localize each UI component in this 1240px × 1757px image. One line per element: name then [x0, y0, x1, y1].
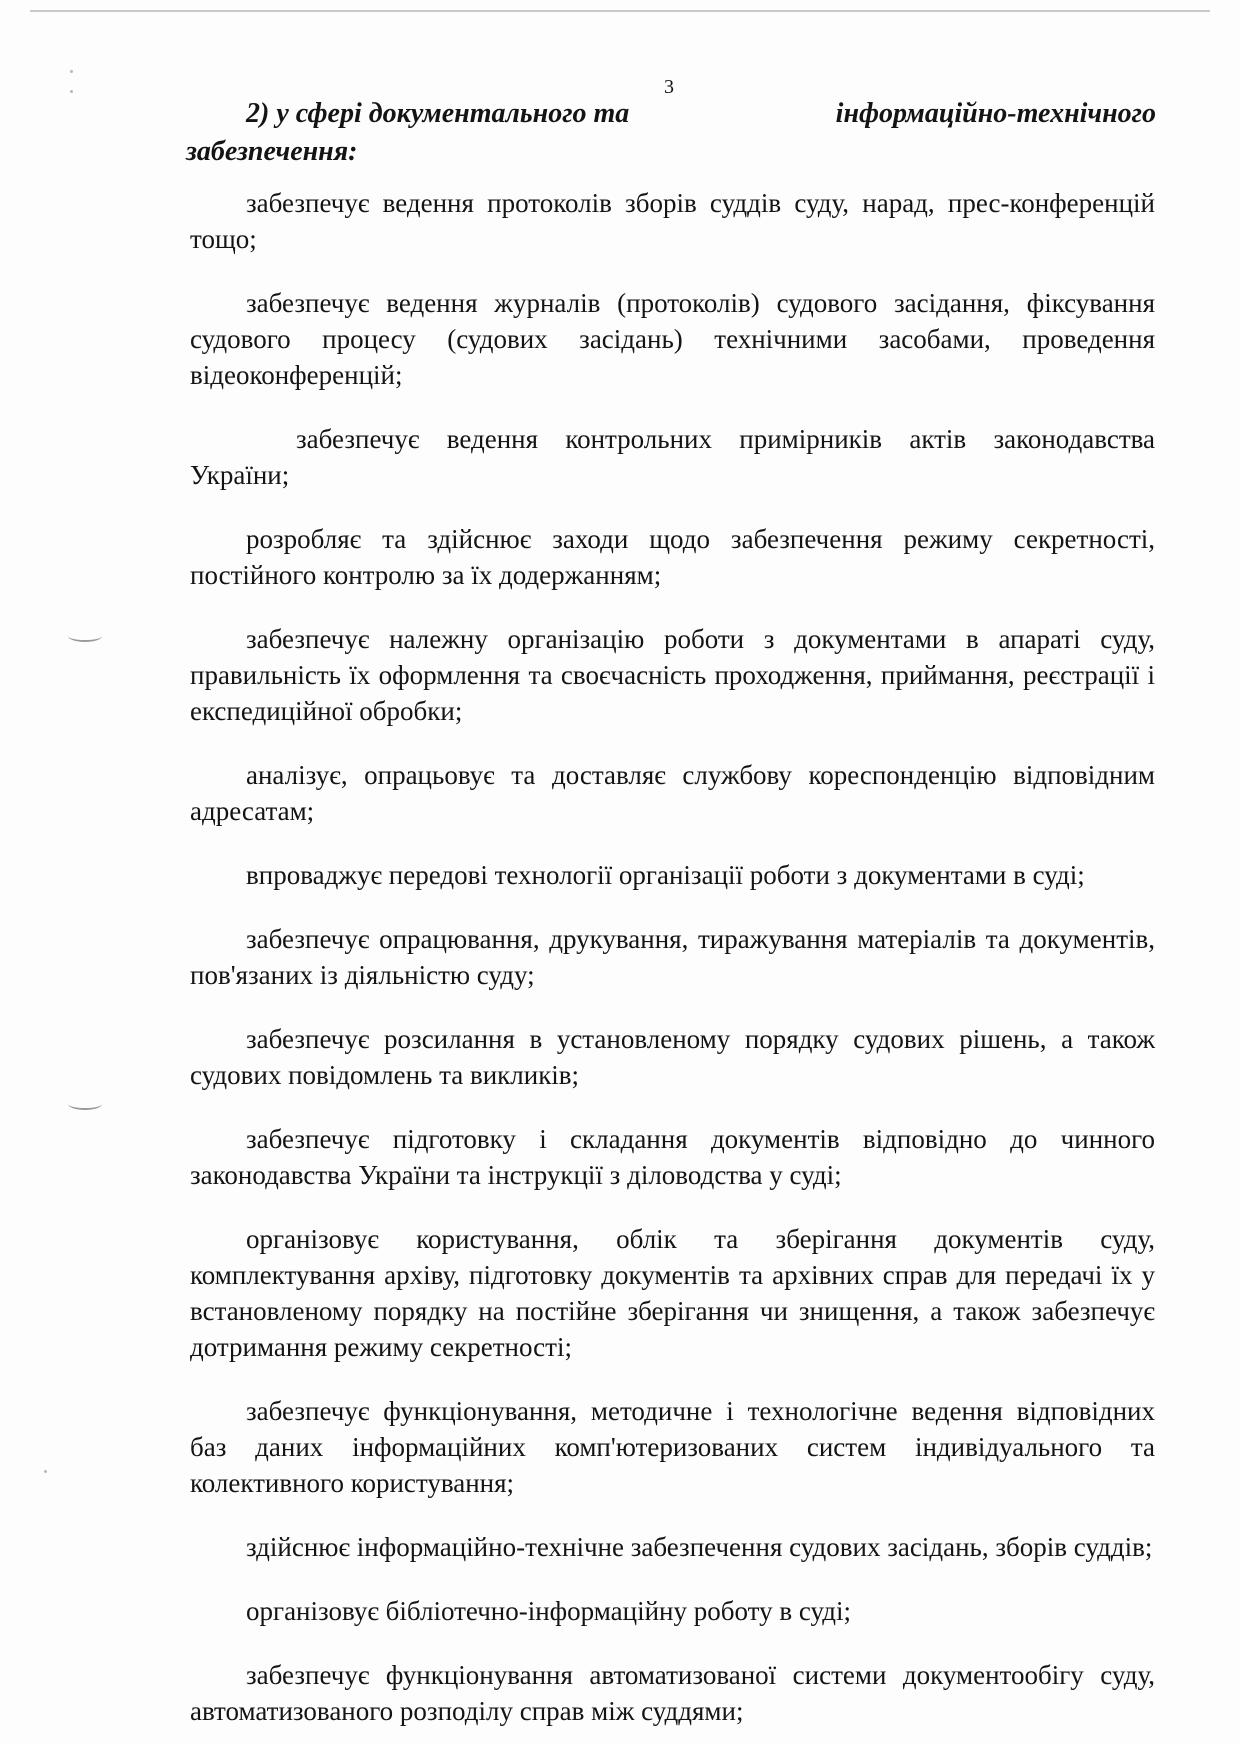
- duty-item: забезпечує підготовку і складання документів відповідно до чинного законодавства України та інструкції з діловодства у суді;: [190, 1124, 1155, 1190]
- duty-item: впроваджує передові технології організації роботи з документами в суді;: [246, 860, 1085, 890]
- scan-top-edge: [30, 10, 1210, 12]
- duty-item: організовує бібліотечно-інформаційну роботу в суді;: [246, 1596, 851, 1626]
- duty-item: забезпечує ведення протоколів зборів суддів суду, нарад, прес-конференцій тощо;: [190, 188, 1155, 254]
- duties-list: [190, 185, 1155, 1757]
- duty-item: забезпечує функціонування автоматизованої системи документообігу суду, автоматизованого розподілу справ між суддями;: [190, 1660, 1155, 1726]
- page-number: 3: [664, 76, 674, 98]
- duty-item: забезпечує ведення контрольних примірників актів законодавства України;: [190, 424, 1155, 490]
- section-heading-part-b: інформаційно-технічного: [835, 98, 1156, 129]
- scan-speck: [44, 1470, 47, 1473]
- duty-item: забезпечує ведення журналів (протоколів) судового засідання, фіксування судового процесу (судових засідань) технічними засобами, проведення відеоконференцій;: [190, 288, 1155, 390]
- section-heading-part-c: забезпечення:: [186, 136, 358, 167]
- duty-item: розробляє та здійснює заходи щодо забезпечення режиму секретності, постійного контролю за їх додержанням;: [190, 524, 1155, 590]
- duty-item: аналізує, опрацьовує та доставляє службову кореспонденцію відповідним адресатам;: [190, 760, 1155, 826]
- duty-item: забезпечує опрацювання, друкування, тиражування матеріалів та документів, пов'язаних із діяльністю суду;: [190, 924, 1155, 990]
- duty-item: забезпечує розсилання в установленому порядку судових рішень, а також судових повідомлень та викликів;: [190, 1024, 1155, 1090]
- section-heading-part-a: 2) у сфері документального та: [246, 98, 630, 129]
- duty-item: забезпечує функціонування, методичне і технологічне ведення відповідних баз даних інформаційних комп'ютеризованих систем індивідуального та колективного користування;: [190, 1396, 1155, 1498]
- binding-hole-mark: [68, 630, 102, 642]
- duty-item: організовує користування, облік та зберігання документів суду, комплектування архіву, підготовку документів та архівних справ для передачі їх у встановленому порядку на постійне зберігання чи знищення, а також забезпечує дотримання режиму секретності;: [190, 1224, 1155, 1362]
- scan-speck: [70, 90, 73, 93]
- binding-hole-mark: [68, 1098, 102, 1110]
- duty-item: здійснює інформаційно-технічне забезпечення судових засідань, зборів суддів;: [246, 1532, 1153, 1562]
- duty-item: забезпечує належну організацію роботи з документами в апараті суду, правильність їх оформлення та своєчасність проходження, приймання, реєстрації і експедиційної обробки;: [190, 624, 1155, 726]
- scan-speck: [70, 70, 73, 73]
